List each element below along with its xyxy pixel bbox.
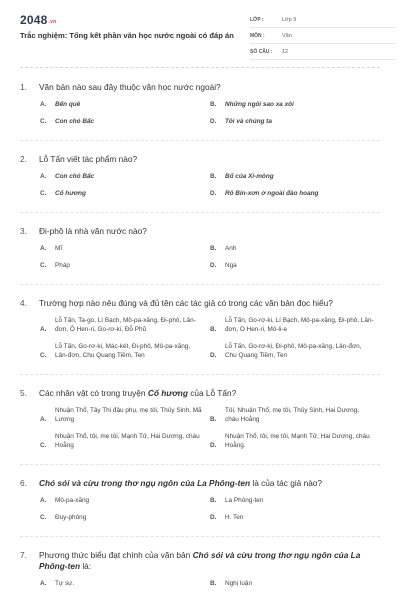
option-letter: C. [40,351,47,359]
answer-option[interactable] [210,316,380,342]
option-text: Mô-pa-xăng [55,497,90,504]
question-6 [20,465,380,537]
answer-option[interactable] [40,513,210,530]
question-list [20,68,380,600]
site-logo[interactable]: 2048.vn [20,13,57,27]
meta-label: LỚP : [250,16,264,23]
question-1 [20,82,380,141]
question-text-segment: của Lỗ Tấn? [187,388,237,398]
option-letter: A. [40,497,47,504]
option-text: Lỗ Tấn, Go-rơ-ki, Đi-phô, Mô-pa-xăng, Lân-đơn, Chu Quang Tiềm, Ten [225,343,362,359]
question-stem [20,478,380,489]
question-text [39,82,221,93]
option-text: Con chó Bấc [55,118,95,125]
header [20,0,380,68]
question-stem [20,388,380,399]
option-text: Đuy-phông [55,514,87,521]
answer-options [20,100,380,134]
option-letter: B. [210,325,217,333]
answer-option[interactable] [40,117,210,134]
option-text: Rô Bin-xơn ở ngoài đảo hoang [225,190,319,197]
answer-option[interactable] [210,513,380,530]
option-letter: B. [210,497,217,504]
question-number: 6. [20,478,27,488]
option-letter: B. [210,245,217,252]
option-text: Nhuận Thổ, tôi, mẹ tôi, Mạnh Tử, Hai Dương, cháu Hoằng [55,433,200,449]
question-4 [20,285,380,375]
option-letter: A. [40,173,47,180]
option-letter: A. [40,245,47,252]
answer-option[interactable] [40,496,210,513]
option-letter: C. [40,514,47,521]
option-letter: D. [210,351,217,359]
option-letter: A. [40,325,47,333]
option-text: Cố hương [55,190,86,197]
option-letter: B. [210,173,217,180]
answer-option[interactable] [210,100,380,117]
question-text-segment: Lỗ Tấn viết tác phẩm nào? [39,154,138,164]
option-letter: B. [210,580,217,587]
answer-options [20,316,380,368]
option-letter: D. [210,262,217,269]
answer-option[interactable] [40,432,210,458]
question-number: 5. [20,388,27,398]
question-text-segment: Văn bản nào sau đây thuộc văn học nước ngoài? [39,82,221,92]
option-letter: A. [40,580,47,587]
option-letter: C. [40,118,47,125]
answer-options [20,172,380,206]
question-number: 7. [20,550,27,560]
question-stem [20,298,380,309]
answer-option[interactable] [40,244,210,261]
answer-option[interactable] [40,579,210,596]
question-text-segment: là của tác giả nào? [250,478,323,488]
meta-value: Lớp 9 [282,16,297,23]
answer-option[interactable] [40,100,210,117]
option-text: Bố của Xi-mông [225,173,274,180]
option-letter: B. [210,101,217,108]
answer-options [20,579,380,596]
meta-value: Văn [282,32,292,39]
option-text: Lỗ Tấn, Go-rơ-ki, Lí Bạch, Mô-pa-xăng, Đi-phô, Lân-đơn, O Hen-ri, Mô-li-e [225,317,374,333]
question-text-emphasis: Chó sói và cừu trong thơ ngụ ngôn của La Phông-ten [39,478,251,488]
question-text-segment: Trường hợp nào nêu đúng và đủ tên các tác giả có trong các văn bản đọc hiểu? [39,298,333,308]
question-number: 2. [20,154,27,164]
answer-option[interactable] [210,172,380,189]
option-letter: D. [210,514,217,521]
option-letter: A. [40,101,47,108]
page-title: Trắc nghiệm: Tổng kết phần văn học nước ngoài có đáp án [20,31,234,40]
answer-option[interactable] [40,316,210,342]
answer-option[interactable] [210,244,380,261]
question-number: 4. [20,298,27,308]
option-text: Anh [225,245,237,252]
option-text: Con chó Bấc [55,173,95,180]
question-number: 3. [20,226,27,236]
question-stem [20,226,380,237]
answer-options [20,406,380,458]
question-5 [20,375,380,465]
question-text-segment: là: [80,561,92,571]
question-text [39,226,147,237]
option-letter: D. [210,441,217,449]
answer-option[interactable] [210,261,380,278]
answer-option[interactable] [210,117,380,134]
answer-option[interactable] [40,189,210,206]
question-7 [20,537,380,600]
answer-option[interactable] [210,189,380,206]
option-text: Nga [225,262,237,269]
question-stem [20,550,380,572]
option-letter: C. [40,441,47,449]
meta-table [250,12,395,60]
option-text: Tôi, Nhuận Thổ, mẹ tôi, Thủy Sinh, Hai Dương, cháu Hoằng [225,407,359,423]
meta-row [250,12,395,28]
answer-option[interactable] [210,342,380,368]
option-text: Tôi và chúng ta [225,118,272,125]
option-text: Nhuận Thổ, Tây Thi đậu phụ, mẹ tôi, Thủy Sinh, Mã Lương [55,407,202,423]
question-text [39,478,322,489]
option-text: Nghị luận [225,580,253,587]
question-text [39,154,137,165]
option-text: Nhuận Thổ, tôi, mẹ tôi, Mạnh Tử, Hai Dương, cháu Hoằng. [225,433,370,449]
answer-option[interactable] [40,172,210,189]
question-text-segment: Các nhân vật có trong truyện [39,388,148,398]
question-text [39,298,333,309]
option-text: Bến quê [55,101,81,108]
answer-option[interactable] [40,261,210,278]
answer-option[interactable] [210,579,380,596]
answer-options [20,496,380,530]
answer-option[interactable] [210,496,380,513]
option-text: H. Ten [225,514,244,521]
question-text-segment: Phương thức biểu đạt chính của văn bản [39,550,193,560]
meta-row [250,44,395,60]
question-3 [20,213,380,285]
question-2 [20,141,380,213]
question-stem [20,82,380,93]
question-text-segment: Đi-phô là nhà văn nước nào? [39,226,147,236]
meta-row [250,28,395,44]
question-number: 1. [20,82,27,92]
option-text: Pháp [55,262,70,269]
option-letter: C. [40,190,47,197]
option-letter: D. [210,118,217,125]
option-letter: A. [40,415,47,423]
meta-value: 12 [282,48,289,55]
answer-option[interactable] [210,432,380,458]
answer-options [20,244,380,278]
question-text [39,388,236,399]
option-text: La Phông-ten [225,497,264,504]
question-text-emphasis: Chó sói và cừu trong thơ ngụ ngôn của La Phông-ten [39,550,361,571]
meta-label: SỐ CÂU : [250,48,273,55]
option-letter: B. [210,415,217,423]
question-text-emphasis: Cố hương [147,388,188,398]
option-text: Tự sự. [55,580,75,587]
answer-option[interactable] [40,406,210,432]
answer-option[interactable] [210,406,380,432]
question-text [39,550,380,572]
option-text: Lỗ Tấn, Go-rơ-ki, Mác-két, Đi-phô, Mô-pa-xăng, Lân-đơn, Chu Quang Tiềm, Ten [55,343,191,359]
meta-label: MÔN : [250,32,265,39]
option-letter: C. [40,262,47,269]
option-text: Lỗ Tấn, Ta-go, Lí Bạch, Mô-pa-xăng, Đi-phô, Lân-đơn, Ô Hen-ri, Go-rơ-ki, Đỗ Phủ [55,317,196,333]
option-text: Những ngôi sao xa xôi [225,101,294,108]
option-text: Mĩ [55,245,63,252]
answer-option[interactable] [40,342,210,368]
option-letter: D. [210,190,217,197]
question-stem [20,154,380,165]
